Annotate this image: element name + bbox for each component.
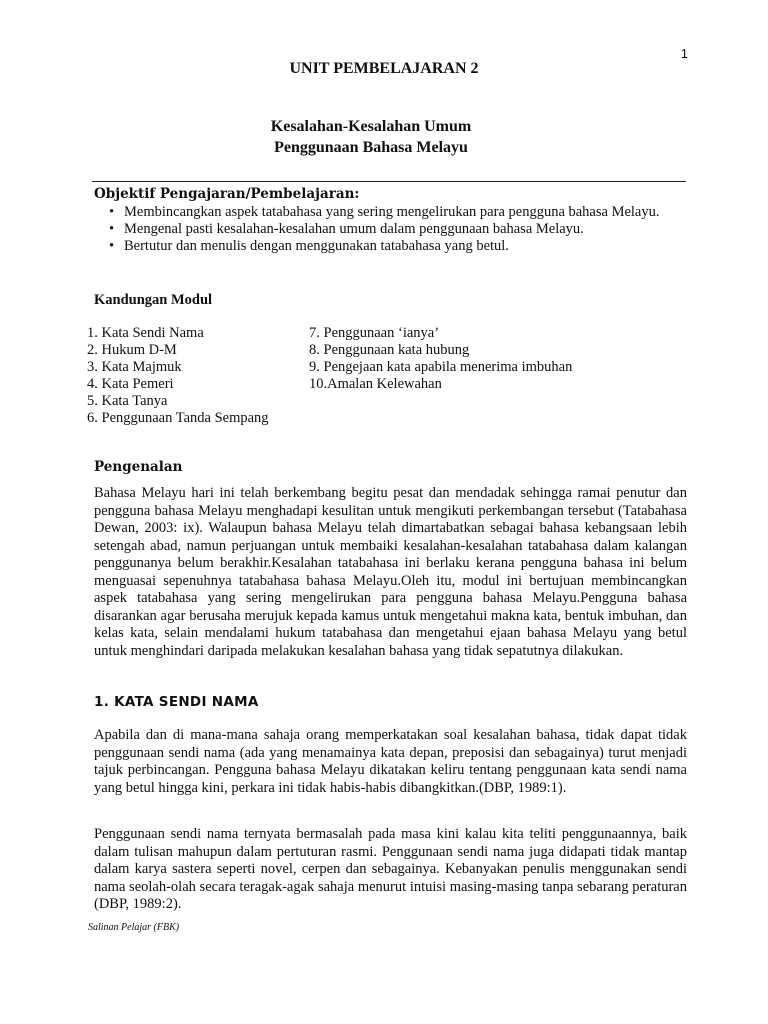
page-number: 1 xyxy=(680,46,688,61)
contents-item: 2. Hukum D-M xyxy=(87,342,177,358)
contents-item: 1. Kata Sendi Nama xyxy=(87,325,204,341)
main-title xyxy=(0,116,742,158)
objective-item: • Membincangkan aspek tatabahasa yang sering mengelirukan para pengguna bahasa Melayu. xyxy=(124,204,684,221)
horizontal-rule xyxy=(92,181,686,182)
footer-note: Salinan Pelajar (FBK) xyxy=(88,922,180,933)
pengenalan-heading: Pengenalan xyxy=(94,459,183,475)
objectives-list xyxy=(94,204,684,255)
contents-item: 3. Kata Majmuk xyxy=(87,359,182,375)
contents-item: 7. Penggunaan ‘ianya’ xyxy=(309,325,440,341)
section1-heading: 1. KATA SENDI NAMA xyxy=(94,694,259,710)
contents-item: 9. Pengejaan kata apabila menerima imbuhan xyxy=(309,359,573,375)
contents-item: 8. Penggunaan kata hubung xyxy=(309,342,470,358)
section1-paragraph-1: Apabila dan di mana-mana sahaja orang memperkatakan soal kesalahan bahasa, tidak dapat tidak penggunaan sendi nama (ada yang menamainya kata depan, preposisi dan sebagainya) turut menjadi tajuk perbincangan. Pengguna bahasa Melayu dikatakan keliru tentang penggunaan kata sendi nama yang betul hingga kini, perkara ini tidak habis-habis dibangkitkan.(DBP, 1989:1). xyxy=(94,727,687,796)
pengenalan-paragraph: Bahasa Melayu hari ini telah berkembang begitu pesat dan mendadak sehingga ramai penutur dan pengguna bahasa Melayu menghadapi kesulitan untuk mengikuti perkembangan tersebut (Tatabahasa Dewan, 2003: ix). Walaupun bahasa Melayu telah dimartabatkan sebagai bahasa kebangsaan lebih setengah abad, namun perjuangan untuk membaiki kesalahan-kesalahan tatabahasa dalam kalangan penggunanya belum berakhir.Kesalahan tatabahasa ini berlaku kerana pengguna bahasa ini belum menguasai sepenuhnya tatabahasa bahasa Melayu.Oleh itu, modul ini bertujuan membincangkan aspek tatabahasa yang sering mengelirukan para pengguna bahasa Melayu.Pengguna bahasa disarankan agar berusaha merujuk kepada kamus untuk mengetahui makna kata, bentuk imbuhan, dan kelas kata, selain mendalami hukum tatabahasa dan mengetahui ejaan bahasa Melayu yang betul untuk menghindari daripada melakukan kesalahan bahasa yang tidak sepatutnya dilakukan. xyxy=(94,485,687,659)
objective-item: • Mengenal pasti kesalahan-kesalahan umum dalam penggunaan bahasa Melayu. xyxy=(124,221,684,238)
objective-item: • Bertutur dan menulis dengan menggunakan tatabahasa yang betul. xyxy=(124,238,684,255)
main-title-line2: Penggunaan Bahasa Melayu xyxy=(274,139,468,156)
contents-item: 6. Penggunaan Tanda Sempang xyxy=(87,410,269,426)
objectives-heading: Objektif Pengajaran/Pembelajaran: xyxy=(94,186,360,202)
contents-list-left xyxy=(87,325,269,427)
unit-title: UNIT PEMBELAJARAN 2 xyxy=(289,60,479,77)
main-title-line1: Kesalahan-Kesalahan Umum xyxy=(270,118,472,135)
contents-item: 10.Amalan Kelewahan xyxy=(309,376,442,392)
kandungan-heading: Kandungan Modul xyxy=(94,292,213,308)
section1-paragraph-2: Penggunaan sendi nama ternyata bermasalah pada masa kini kalau kita teliti penggunaannya, baik dalam tulisan mahupun dalam pertuturan rasmi. Penggunaan sendi nama juga didapati tidak mantap dalam karya sastera seperti novel, cerpen dan sebagainya. Kebanyakan penulis menggunakan sendi nama seolah-olah secara teragak-agak sahaja menurut intuisi masing-masing tanpa sebarang peraturan (DBP, 1989:2). xyxy=(94,826,687,912)
contents-item: 5. Kata Tanya xyxy=(87,393,168,409)
contents-list-right xyxy=(309,325,572,393)
contents-item: 4. Kata Pemeri xyxy=(87,376,174,392)
objectives-section xyxy=(94,186,684,255)
